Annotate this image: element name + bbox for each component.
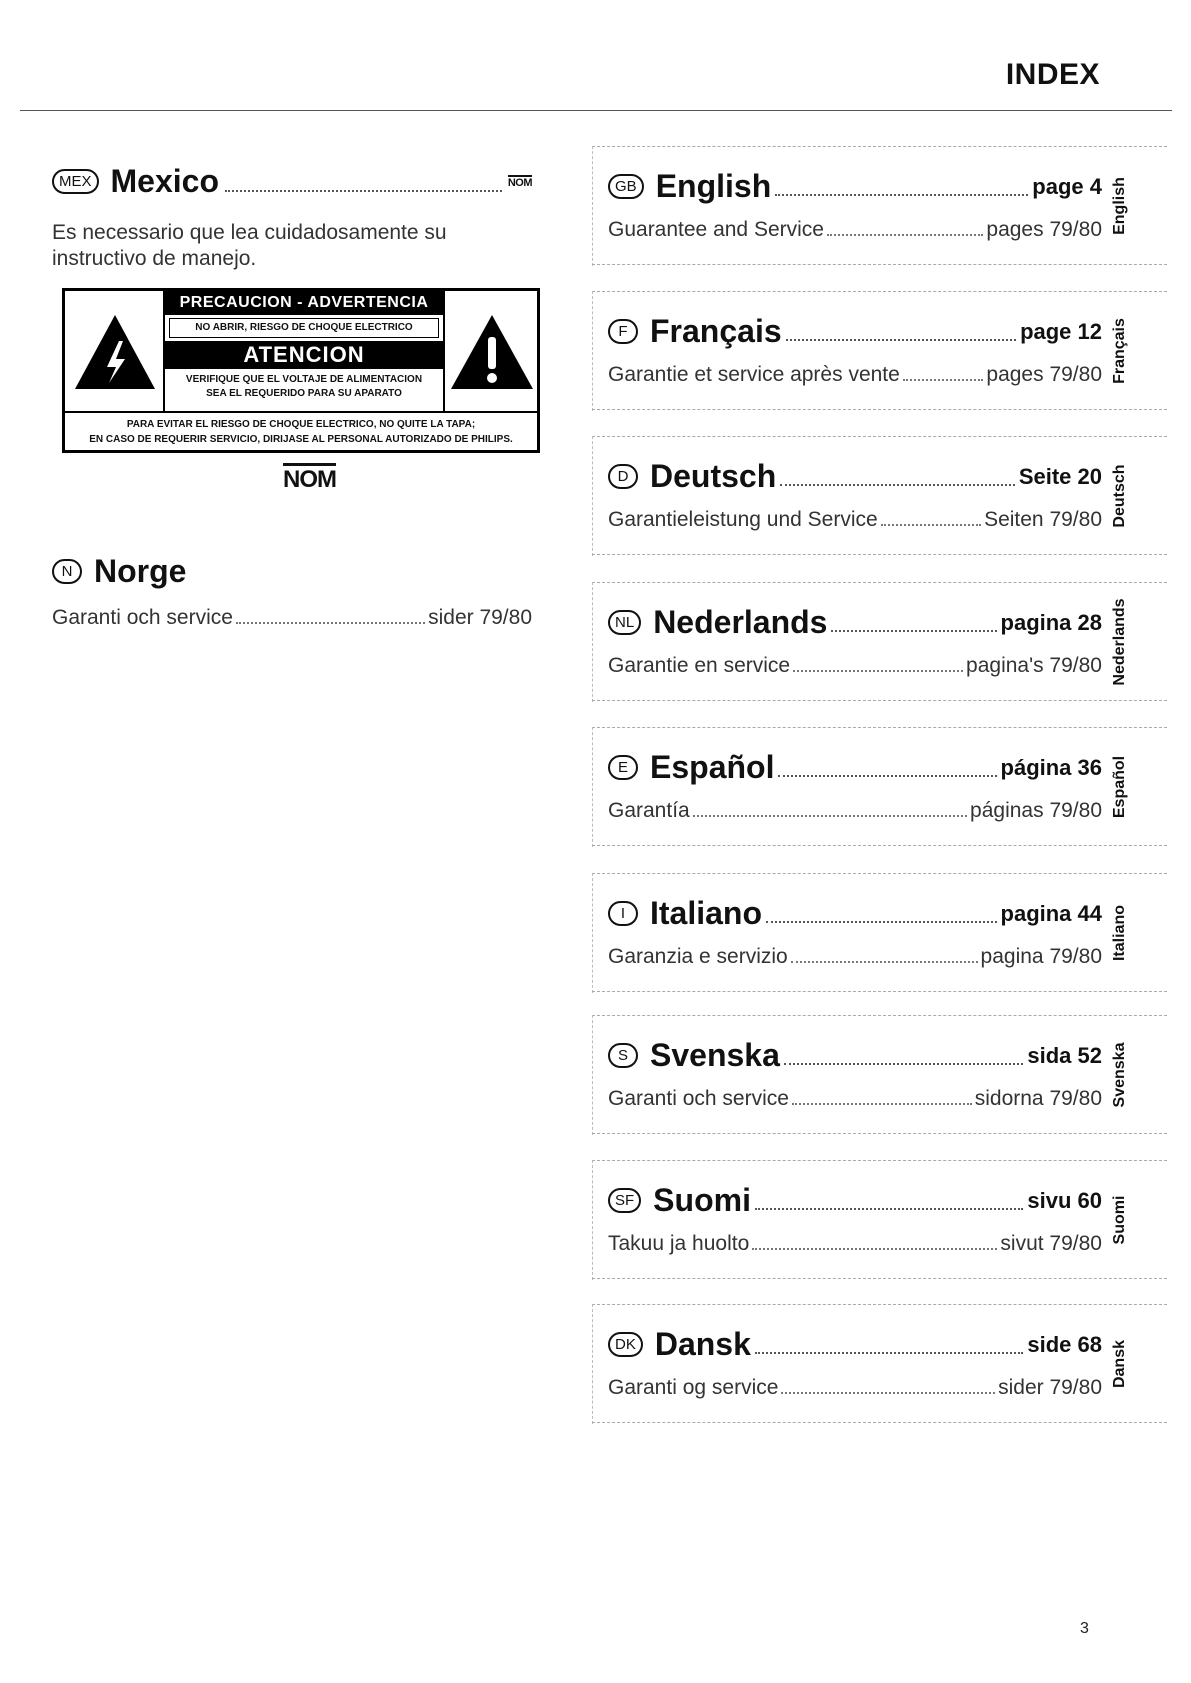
language-name: Español [650,749,775,785]
language-code-badge: DK [608,1332,643,1357]
leader-dots [793,660,963,672]
language-name: Dansk [654,1326,751,1362]
language-name: Deutsch [650,458,777,494]
language-name: Français [650,313,782,349]
leader-dots [766,905,997,923]
guarantee-pages: pages 79/80 [986,363,1102,386]
language-card-nederlands [592,582,1167,702]
language-code-badge: S [608,1043,638,1068]
warning-band-precaucion: PRECAUCION - ADVERTENCIA [165,291,443,315]
language-tab: Español [1111,755,1128,819]
language-card-francais [592,291,1167,411]
exclamation-warning-icon [449,311,535,391]
leader-dots [755,1336,1024,1354]
language-tab: Svenska [1111,1042,1128,1108]
language-page-ref: pagina 44 [1000,900,1102,926]
language-page-ref: sida 52 [1027,1042,1102,1068]
language-code-badge: D [608,464,638,489]
language-name: Nederlands [653,604,828,640]
guarantee-pages: pagina's 79/80 [966,654,1102,677]
leader-dots [831,614,996,632]
guarantee-label: Garantía [608,799,690,822]
language-name: English [655,168,772,204]
mexico-code-badge: MEX [52,169,99,194]
leader-dots [784,1047,1024,1065]
page-title: INDEX [1005,58,1100,91]
leader-dots [786,323,1016,341]
language-name: Suomi [653,1182,751,1218]
language-page-ref: page 12 [1020,318,1102,344]
language-tab: Deutsch [1111,464,1128,528]
guarantee-pages: pages 79/80 [986,218,1102,241]
warning-bottom-text [65,411,537,450]
mexico-heading [52,163,532,200]
leader-dots [225,172,502,192]
norge-code-badge: N [52,559,82,584]
language-page-ref: página 36 [1000,754,1102,780]
language-code-badge: F [608,319,638,344]
guarantee-label: Garantieleistung und Service [608,508,878,531]
warning-line-no-abrir: NO ABRIR, RIESGO DE CHOQUE ELECTRICO [169,318,439,338]
guarantee-label: Guarantee and Service [608,218,824,241]
language-page-ref: page 4 [1032,173,1102,199]
language-code-badge: NL [608,610,641,635]
language-card-italiano [592,873,1167,993]
guarantee-pages: sivut 79/80 [1000,1232,1102,1255]
nom-small-mark: NOM [507,176,532,189]
language-row [608,604,1102,641]
warning-line-requerido: SEA EL REQUERIDO PARA SU APARATO [206,388,402,399]
language-page-ref: pagina 28 [1000,609,1102,635]
leader-dots [792,1093,972,1105]
language-card-espanol [592,727,1167,847]
warning-label [62,288,540,453]
leader-dots [903,369,984,381]
guarantee-row [608,654,1102,678]
leader-dots [755,1192,1023,1210]
language-tab: Italiano [1111,905,1128,962]
language-row [608,895,1102,932]
mexico-title: Mexico [110,163,219,199]
leader-dots [781,1382,995,1394]
norge-guarantee-label: Garanti och service [52,606,233,629]
language-row [608,168,1102,205]
language-code-badge: GB [608,174,644,199]
guarantee-pages: sider 79/80 [998,1376,1102,1399]
guarantee-pages: sidorna 79/80 [974,1087,1102,1110]
language-page-ref: sivu 60 [1027,1187,1102,1213]
language-card-suomi [592,1160,1167,1280]
language-tab: Nederlands [1111,598,1128,686]
warning-center-panel [163,291,445,411]
leader-dots [791,951,978,963]
guarantee-row [608,799,1102,823]
mexico-text-line-2: instructivo de manejo. [52,247,257,270]
language-code-badge: I [608,901,638,926]
language-tab: Dansk [1111,1339,1128,1389]
guarantee-row [608,508,1102,532]
norge-heading [52,553,186,590]
guarantee-row [608,218,1102,242]
leader-dots [780,468,1015,486]
language-tab: Suomi [1111,1195,1128,1245]
language-code-badge: E [608,755,638,780]
language-card-deutsch [592,436,1167,556]
warning-bottom-line-2: EN CASO DE REQUERIR SERVICIO, DIRIJASE AL PERSONAL AUTORIZADO DE PHILIPS. [89,434,513,445]
guarantee-row [608,945,1102,969]
language-row [608,749,1102,786]
guarantee-label: Takuu ja huolto [608,1232,750,1255]
page-number: 3 [1080,1620,1089,1637]
norge-guarantee-row [52,606,532,630]
mexico-instruction-text [52,220,447,272]
guarantee-row [608,1376,1102,1400]
electric-shock-warning-icon [73,311,157,391]
guarantee-label: Garanti og service [608,1376,779,1399]
language-row [608,1182,1102,1219]
title-divider [20,110,1172,111]
language-code-badge: SF [608,1188,641,1213]
norge-title: Norge [94,553,187,589]
language-card-english [592,146,1167,266]
leader-dots [752,1238,997,1250]
language-card-dansk [592,1304,1167,1424]
language-tab: Français [1111,318,1128,384]
warning-bottom-line-1: PARA EVITAR EL RIESGO DE CHOQUE ELECTRICO, NO QUITE LA TAPA; [126,419,476,430]
guarantee-label: Garantie en service [608,654,791,677]
leader-dots [236,612,425,624]
guarantee-label: Garanti och service [608,1087,789,1110]
language-card-svenska [592,1015,1167,1135]
norge-guarantee-pages: sider 79/80 [428,606,532,629]
guarantee-row [608,1232,1102,1256]
guarantee-pages: páginas 79/80 [970,799,1102,822]
language-name: Italiano [650,895,763,931]
language-row [608,1037,1102,1074]
language-row [608,1326,1102,1363]
language-name: Svenska [650,1037,780,1073]
guarantee-row [608,1087,1102,1111]
language-page-ref: Seite 20 [1018,463,1102,489]
language-row [608,313,1102,350]
guarantee-label: Garanzia e servizio [608,945,788,968]
leader-dots [827,224,983,236]
leader-dots [881,514,981,526]
leader-dots [693,805,967,817]
warning-line-voltaje: VERIFIQUE QUE EL VOLTAJE DE ALIMENTACION [185,374,423,385]
guarantee-pages: Seiten 79/80 [984,508,1102,531]
guarantee-label: Garantie et service après vente [608,363,900,386]
warning-band-atencion: ATENCION [165,341,443,369]
guarantee-pages: pagina 79/80 [980,945,1102,968]
guarantee-row [608,363,1102,387]
leader-dots [778,759,996,777]
leader-dots [775,178,1028,196]
nom-mark: NOM [283,463,336,494]
language-tab: English [1111,177,1128,235]
language-page-ref: side 68 [1027,1331,1102,1357]
mexico-text-line-1: Es necessario que lea cuidadosamente su [52,221,447,244]
language-row [608,458,1102,495]
